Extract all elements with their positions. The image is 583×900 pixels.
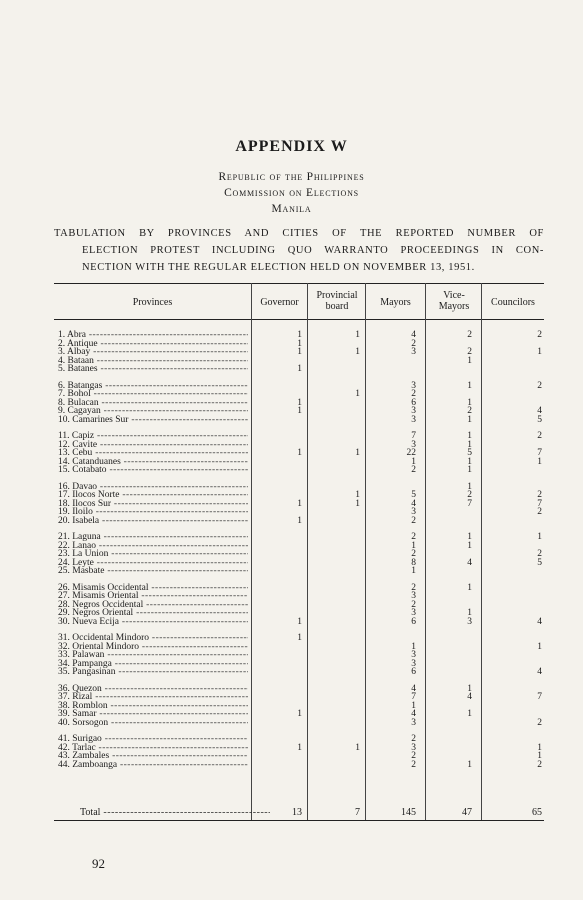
province-name: 11. Capiz ----- xyxy=(58,431,248,441)
province-name: 8. Bulacan ----- xyxy=(58,398,248,408)
mayors-count: 4 xyxy=(411,498,416,509)
governor-count: 1 xyxy=(297,498,302,509)
province-name: 36. Quezon ----- xyxy=(58,684,248,694)
table-row xyxy=(58,667,542,677)
province-name: 9. Cagayan ----- xyxy=(58,406,248,416)
appendix-title: APPENDIX W xyxy=(235,138,348,155)
governor-count: 1 xyxy=(297,515,302,526)
mayors-count: 1 xyxy=(411,540,416,551)
provincial-board-count: 1 xyxy=(355,347,360,357)
total-councilors: 65 xyxy=(532,807,542,818)
councilors-count: 1 xyxy=(537,347,542,357)
province-name: 7. Bohol ----- xyxy=(58,389,248,399)
province-name: 29. Negros Oriental ----- xyxy=(58,608,248,618)
table-row xyxy=(58,718,542,728)
mayors-count: 3 xyxy=(411,650,416,660)
province-name: 44. Zamboanga ----- xyxy=(58,760,248,770)
mayors-count: 6 xyxy=(411,616,416,627)
province-name: 40. Sorsogon ----- xyxy=(58,718,248,728)
vice-mayors-count: 2 xyxy=(467,347,472,357)
mayors-count: 6 xyxy=(411,667,416,677)
table-header-rule xyxy=(54,319,544,320)
mayors-count: 7 xyxy=(411,431,416,441)
mayors-count: 3 xyxy=(411,717,416,728)
column-header-provinces: Provinces xyxy=(132,297,173,308)
province-name: 30. Nueva Ecija ----- xyxy=(58,617,248,627)
table-row xyxy=(58,415,542,425)
province-name: 32. Oriental Mindoro ----- xyxy=(58,642,248,652)
province-name: 31. Occidental Mindoro ----- xyxy=(58,633,248,643)
province-name: 28. Negros Occidental ----- xyxy=(58,600,248,610)
province-name: 10. Camarines Sur ----- xyxy=(58,415,248,425)
councilors-count: 4 xyxy=(537,406,542,416)
province-name: 22. Lanao ----- xyxy=(58,541,248,551)
province-name: 18. Ilocos Sur ----- xyxy=(58,499,248,509)
governor-count: 1 xyxy=(297,406,302,416)
councilors-count: 1 xyxy=(537,751,542,761)
vice-mayors-count: 1 xyxy=(467,608,472,618)
vice-mayors-count: 1 xyxy=(467,532,472,542)
province-name: 16. Davao ----- xyxy=(58,482,248,492)
mayors-count: 3 xyxy=(411,658,416,669)
vice-mayors-count: 1 xyxy=(467,439,472,450)
province-name: 25. Masbate ----- xyxy=(58,566,248,576)
province-name: 34. Pampanga ----- xyxy=(58,659,248,669)
mayors-count: 2 xyxy=(411,599,416,610)
governor-count: 1 xyxy=(297,616,302,627)
councilors-count: 2 xyxy=(537,507,542,517)
province-name: 5. Batanes ----- xyxy=(58,364,248,374)
province-name: 37. Rizal ----- xyxy=(58,692,248,702)
column-header-vice-mayors: Vice-Mayors xyxy=(438,290,470,312)
mayors-count: 2 xyxy=(411,751,416,761)
governor-count: 1 xyxy=(297,633,302,643)
header-line-2: Commission on Elections xyxy=(224,187,359,199)
provincial-board-count: 1 xyxy=(355,742,360,753)
governor-count: 1 xyxy=(297,364,302,374)
province-name: 15. Cotabato ----- xyxy=(58,465,248,475)
mayors-count: 1 xyxy=(411,456,416,467)
total-vice-mayors: 47 xyxy=(462,807,472,818)
vice-mayors-count: 1 xyxy=(467,683,472,694)
governor-count: 1 xyxy=(297,448,302,458)
mayors-count: 6 xyxy=(411,397,416,408)
councilors-count: 2 xyxy=(537,717,542,728)
table-top-rule xyxy=(54,283,544,284)
mayors-count: 1 xyxy=(411,700,416,711)
table-row xyxy=(58,465,542,475)
mayors-count: 2 xyxy=(411,389,416,399)
province-name: 19. Iloilo ----- xyxy=(58,507,248,517)
provincial-board-count: 1 xyxy=(355,490,360,500)
mayors-count: 1 xyxy=(411,566,416,576)
vice-mayors-count: 1 xyxy=(467,582,472,593)
vice-mayors-count: 1 xyxy=(467,456,472,467)
councilors-count: 4 xyxy=(537,616,542,627)
column-header-mayors: Mayors xyxy=(380,297,411,308)
mayors-count: 1 xyxy=(411,641,416,652)
province-name: 1. Abra ----- xyxy=(58,330,248,340)
councilors-count: 2 xyxy=(537,431,542,441)
councilors-count: 1 xyxy=(537,742,542,753)
vice-mayors-count: 1 xyxy=(467,759,472,770)
tabulation-title-line-2: ELECTION PROTEST INCLUDING QUO WARRANTO PROCEEDINGS IN CON- xyxy=(82,245,544,256)
vice-mayors-count: 1 xyxy=(467,481,472,492)
mayors-count: 2 xyxy=(411,582,416,593)
councilors-count: 2 xyxy=(537,759,542,770)
vice-mayors-count: 2 xyxy=(467,330,472,340)
vice-mayors-count: 1 xyxy=(467,414,472,425)
province-name: 3. Albay ----- xyxy=(58,347,248,357)
councilors-count: 4 xyxy=(537,667,542,677)
province-name: 12. Cavite ----- xyxy=(58,440,248,450)
table-row xyxy=(58,516,542,526)
total-provincial-board: 7 xyxy=(355,807,360,818)
councilors-count: 1 xyxy=(537,641,542,652)
total-label: Total ----- xyxy=(58,808,270,818)
mayors-count: 2 xyxy=(411,465,416,475)
councilors-count: 7 xyxy=(537,692,542,702)
vice-mayors-count: 1 xyxy=(467,397,472,408)
mayors-count: 2 xyxy=(411,338,416,349)
councilors-count: 1 xyxy=(537,532,542,542)
column-header-provincial-board: Provincial board xyxy=(316,290,358,312)
table-row xyxy=(58,760,542,770)
vice-mayors-count: 1 xyxy=(467,355,472,366)
councilors-count: 5 xyxy=(537,557,542,568)
governor-count: 1 xyxy=(297,397,302,408)
vice-mayors-count: 1 xyxy=(467,431,472,441)
province-name: 21. Laguna ----- xyxy=(58,532,248,542)
header-line-3: Manila xyxy=(271,203,312,215)
province-name: 42. Tarlac ----- xyxy=(58,743,248,753)
province-name: 23. La Union ----- xyxy=(58,549,248,559)
table-row xyxy=(58,364,542,374)
province-name: 4. Bataan ----- xyxy=(58,356,248,366)
vice-mayors-count: 2 xyxy=(467,490,472,500)
province-name: 39. Samar ----- xyxy=(58,709,248,719)
province-name: 2. Antique ----- xyxy=(58,339,248,349)
mayors-count: 3 xyxy=(411,414,416,425)
mayors-count: 3 xyxy=(411,591,416,601)
provincial-board-count: 1 xyxy=(355,448,360,458)
province-name: 43. Zambales ----- xyxy=(58,751,248,761)
province-name: 38. Romblon ----- xyxy=(58,701,248,711)
mayors-count: 4 xyxy=(411,683,416,694)
mayors-count: 3 xyxy=(411,380,416,391)
vice-mayors-count: 2 xyxy=(467,406,472,416)
mayors-count: 3 xyxy=(411,608,416,618)
governor-count: 1 xyxy=(297,330,302,340)
vice-mayors-count: 1 xyxy=(467,540,472,551)
mayors-count: 3 xyxy=(411,507,416,517)
mayors-count: 7 xyxy=(411,692,416,702)
header-line-1: Republic of the Philippines xyxy=(218,171,365,183)
total-row xyxy=(58,808,542,818)
mayors-count: 5 xyxy=(411,490,416,500)
vice-mayors-count: 1 xyxy=(467,380,472,391)
province-name: 24. Leyte ----- xyxy=(58,558,248,568)
total-mayors: 145 xyxy=(401,807,416,818)
tabulation-title xyxy=(54,225,544,276)
vice-mayors-count: 4 xyxy=(467,557,472,568)
mayors-count: 4 xyxy=(411,709,416,719)
mayors-count: 3 xyxy=(411,742,416,753)
mayors-count: 4 xyxy=(411,330,416,340)
councilors-count: 7 xyxy=(537,448,542,458)
mayors-count: 2 xyxy=(411,549,416,559)
mayors-count: 2 xyxy=(411,734,416,744)
councilors-count: 2 xyxy=(537,549,542,559)
councilors-count: 5 xyxy=(537,414,542,425)
councilors-count: 2 xyxy=(537,490,542,500)
vice-mayors-count: 1 xyxy=(467,709,472,719)
table-bottom-rule xyxy=(54,820,544,821)
mayors-count: 3 xyxy=(411,439,416,450)
governor-count: 1 xyxy=(297,347,302,357)
province-name: 6. Batangas ----- xyxy=(58,381,248,391)
province-name: 26. Misamis Occidental ----- xyxy=(58,583,248,593)
provincial-board-count: 1 xyxy=(355,498,360,509)
councilors-count: 7 xyxy=(537,498,542,509)
councilors-count: 1 xyxy=(537,456,542,467)
vice-mayors-count: 5 xyxy=(467,448,472,458)
vice-mayors-count: 3 xyxy=(467,616,472,627)
tabulation-title-line-1: TABULATION BY PROVINCES AND CITIES OF THE REPORTED NUMBER OF xyxy=(54,228,544,239)
mayors-count: 3 xyxy=(411,406,416,416)
provincial-board-count: 1 xyxy=(355,389,360,399)
table-row xyxy=(58,617,542,627)
vice-mayors-count: 4 xyxy=(467,692,472,702)
total-governor: 13 xyxy=(292,807,302,818)
mayors-count: 2 xyxy=(411,515,416,526)
provincial-board-count: 1 xyxy=(355,330,360,340)
table-row xyxy=(58,566,542,576)
mayors-count: 3 xyxy=(411,347,416,357)
vice-mayors-count: 7 xyxy=(467,498,472,509)
mayors-count: 2 xyxy=(411,759,416,770)
councilors-count: 2 xyxy=(537,330,542,340)
province-name: 13. Cebu ----- xyxy=(58,448,248,458)
province-name: 33. Palawan ----- xyxy=(58,650,248,660)
column-header-councilors: Councilors xyxy=(491,297,535,308)
province-name: 35. Pangasinan ----- xyxy=(58,667,248,677)
province-name: 17. Ilocos Norte ----- xyxy=(58,490,248,500)
province-name: 20. Isabela ----- xyxy=(58,516,248,526)
tabulation-title-line-3: NECTION WITH THE REGULAR ELECTION HELD ON NOVEMBER 13, 1951. xyxy=(82,262,475,273)
province-name: 14. Catanduanes ----- xyxy=(58,457,248,467)
province-name: 27. Misamis Oriental ----- xyxy=(58,591,248,601)
governor-count: 1 xyxy=(297,338,302,349)
governor-count: 1 xyxy=(297,742,302,753)
mayors-count: 22 xyxy=(406,448,416,458)
province-name: 41. Surigao ----- xyxy=(58,734,248,744)
governor-count: 1 xyxy=(297,709,302,719)
councilors-count: 2 xyxy=(537,380,542,391)
page-number: 92 xyxy=(92,856,105,871)
mayors-count: 2 xyxy=(411,532,416,542)
column-header-governor: Governor xyxy=(260,297,299,308)
mayors-count: 8 xyxy=(411,557,416,568)
vice-mayors-count: 1 xyxy=(467,465,472,475)
